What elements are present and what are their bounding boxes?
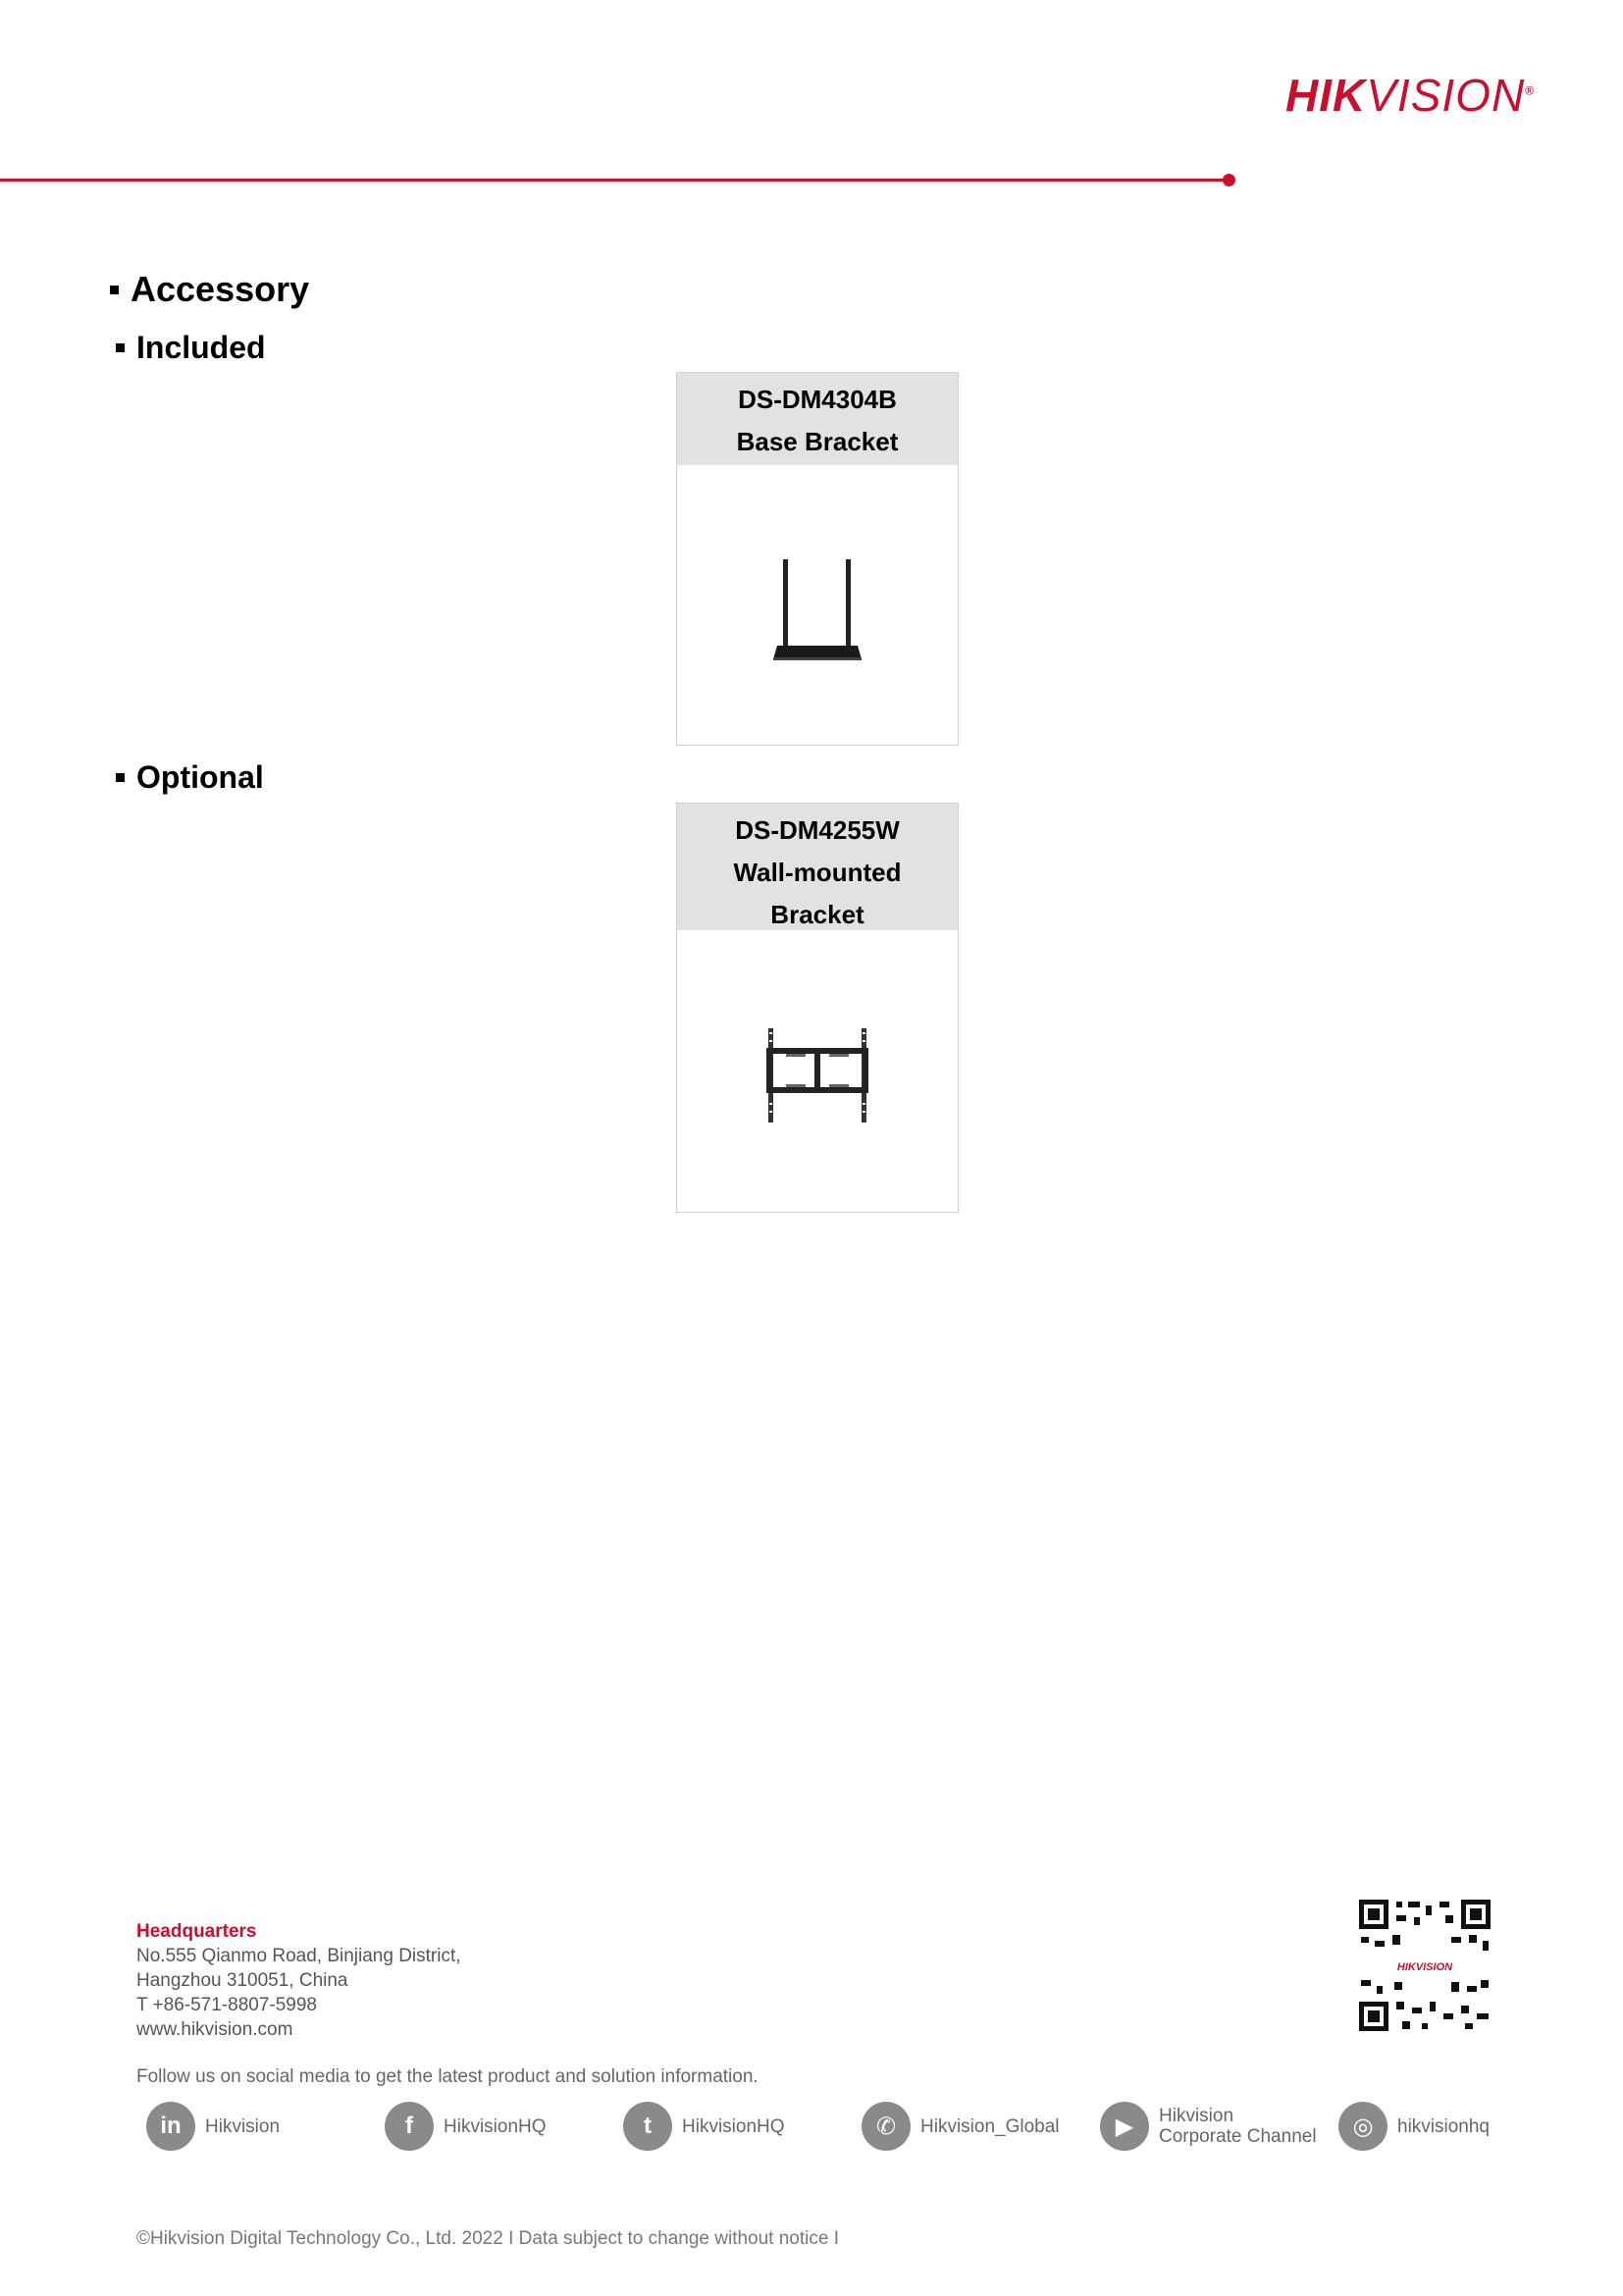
headquarters-title: Headquarters [136, 1921, 257, 1942]
bullet-icon [116, 773, 125, 782]
bullet-icon [110, 286, 119, 294]
social-label: Hikvision [205, 2115, 281, 2137]
optional-model: DS-DM4255W [735, 815, 900, 845]
youtube-label-line1: Hikvision [1159, 2106, 1234, 2126]
svg-text:HIKVISION: HIKVISION [1396, 1961, 1453, 1973]
follow-us-text: Follow us on social media to get the latest product and solution information. [136, 2066, 759, 2087]
included-accessory-card [676, 372, 959, 746]
base-bracket-icon [677, 465, 958, 745]
phone-number: T +86-571-8807-5998 [136, 1995, 317, 2015]
social-label: HikvisionHQ [444, 2115, 547, 2137]
linkedin-icon: in [146, 2102, 195, 2151]
optional-accessory-card [676, 803, 959, 1213]
website-link[interactable]: www.hikvision.com [136, 2019, 293, 2040]
copyright-notice: ©Hikvision Digital Technology Co., Ltd. 2022 I Data subject to change without notice I [136, 2228, 839, 2249]
logo-hik: HIK [1285, 70, 1367, 121]
optional-heading [116, 759, 264, 796]
address-line2: Hangzhou 310051, China [136, 1970, 348, 1991]
bullet-icon [116, 343, 125, 352]
logo-registered-mark: ® [1525, 83, 1536, 98]
optional-label: Optional [136, 759, 264, 795]
qr-code [1357, 1898, 1492, 2033]
wechat-icon: ✆ [862, 2102, 911, 2151]
social-twitter[interactable] [623, 2100, 785, 2153]
header-divider [0, 179, 1227, 182]
included-name: Base Bracket [736, 427, 899, 456]
hikvision-logo [1285, 70, 1536, 121]
wall-bracket-image [677, 930, 958, 1222]
social-label: Hikvision_Global [920, 2115, 1060, 2137]
social-instagram[interactable] [1338, 2100, 1490, 2153]
optional-name-line1: Wall-mounted [733, 858, 902, 887]
youtube-icon: ▶ [1100, 2102, 1149, 2151]
optional-name-line2: Bracket [770, 900, 864, 929]
base-bracket-image [677, 465, 958, 745]
social-wechat[interactable] [862, 2100, 1060, 2153]
social-label [1159, 2106, 1317, 2147]
included-card-header [677, 373, 958, 465]
included-label: Included [136, 330, 266, 365]
header-divider-dot [1223, 174, 1235, 186]
instagram-icon: ◎ [1338, 2102, 1387, 2151]
included-model: DS-DM4304B [738, 385, 897, 414]
optional-card-header [677, 804, 958, 930]
social-facebook[interactable] [385, 2100, 547, 2153]
accessory-heading [110, 269, 309, 310]
youtube-label-line2: Corporate Channel [1159, 2126, 1317, 2147]
social-youtube[interactable] [1100, 2100, 1317, 2153]
included-heading [116, 330, 266, 366]
social-label: HikvisionHQ [682, 2115, 785, 2137]
social-label: hikvisionhq [1397, 2115, 1490, 2137]
address-line1: No.555 Qianmo Road, Binjiang District, [136, 1946, 461, 1966]
wall-bracket-icon [677, 930, 958, 1222]
social-linkedin[interactable] [146, 2100, 280, 2153]
headquarters-block [136, 1919, 461, 2042]
logo-vision: VISION [1366, 70, 1526, 121]
twitter-icon: t [623, 2102, 672, 2151]
facebook-icon: f [385, 2102, 434, 2151]
accessory-title: Accessory [131, 269, 310, 309]
